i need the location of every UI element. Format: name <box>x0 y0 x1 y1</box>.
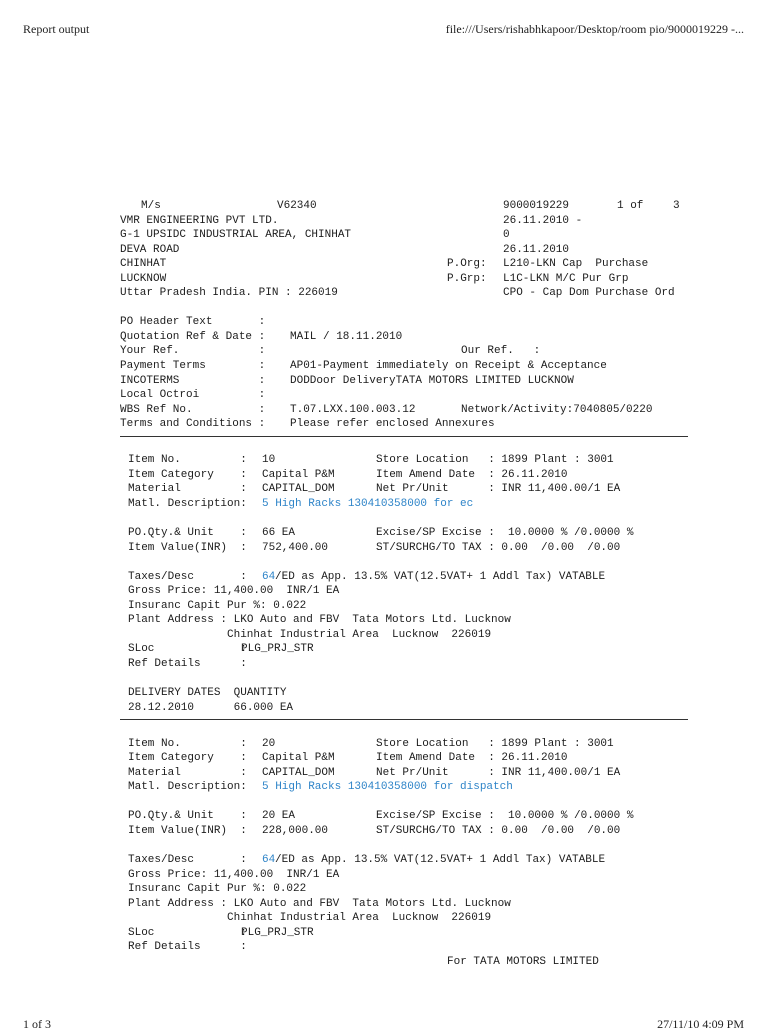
sloc: PLG_PRJ_STR <box>241 926 314 939</box>
tc-label: Terms and Conditions : <box>120 418 266 431</box>
porg-label: P.Org: <box>447 258 487 271</box>
item-amend-date: Item Amend Date : 26.11.2010 <box>376 468 568 481</box>
store-location: Store Location : 1899 Plant : 3001 <box>376 454 614 467</box>
signature-line: For TATA MOTORS LIMITED <box>447 955 599 968</box>
tax-description: /ED as App. 13.5% VAT(12.5VAT+ 1 Addl Tax) VATABLE <box>275 570 606 583</box>
our-ref-label: Our Ref. : <box>461 345 541 358</box>
purchase-order-report <box>120 199 690 969</box>
tax-code: 64 <box>262 854 276 867</box>
category-label: Item Category : <box>128 468 247 481</box>
po-date: 26.11.2010 - <box>503 214 583 227</box>
material-description: 5 High Racks 130410358000 for ec <box>262 497 474 510</box>
item-no-label: Item No. : <box>128 454 247 467</box>
store-location: Store Location : 1899 Plant : 3001 <box>376 737 614 750</box>
value-label: Item Value(INR) : <box>128 824 247 837</box>
vendor-line <box>120 199 690 214</box>
item-amend-date: Item Amend Date : 26.11.2010 <box>376 752 568 765</box>
net-price: Net Pr/Unit : INR 11,400.00/1 EA <box>376 483 621 496</box>
surcharge: ST/SURCHG/TO TAX : 0.00 /0.00 /0.00 <box>376 824 621 837</box>
gross-price: Gross Price: 11,400.00 INR/1 EA <box>128 585 340 598</box>
your-ref-label: Your Ref. : <box>120 345 266 358</box>
porg-value: L210-LKN Cap Purchase <box>503 258 649 271</box>
item-no: 20 <box>262 737 276 750</box>
octroi-label: Local Octroi : <box>120 389 266 402</box>
plant-address-1: Plant Address : LKO Auto and FBV Tata Motors Ltd. Lucknow <box>128 614 511 627</box>
divider <box>120 715 690 722</box>
zero-value: 0 <box>503 229 510 242</box>
ms-label: M/s <box>141 200 161 212</box>
wbs-value: T.07.LXX.100.003.12 <box>290 403 416 416</box>
item-category: Capital P&M <box>262 468 335 481</box>
description-label: Matl. Description: <box>128 497 247 510</box>
po-header-label: PO Header Text : <box>120 316 266 329</box>
net-price: Net Pr/Unit : INR 11,400.00/1 EA <box>376 766 621 779</box>
item-value: 228,000.00 <box>262 824 329 837</box>
incoterms-label: INCOTERMS : <box>120 374 266 387</box>
insurance: Insuranc Capit Pur %: 0.022 <box>128 599 307 612</box>
excise: Excise/SP Excise : 10.0000 % /0.0000 % <box>376 527 634 540</box>
sloc-label: SLoc : <box>128 926 247 939</box>
payment-label: Payment Terms : <box>120 360 266 373</box>
quotation-value: MAIL / 18.11.2010 <box>290 330 403 343</box>
incoterms-value: DODDoor DeliveryTATA MOTORS LIMITED LUCKNOW <box>290 374 574 387</box>
item-value: 752,400.00 <box>262 541 329 554</box>
vendor-district: LUCKNOW <box>120 272 167 285</box>
vendor-address-1: G-1 UPSIDC INDUSTRIAL AREA, CHINHAT <box>120 229 352 242</box>
browser-page-count: 1 of 3 <box>23 1017 51 1031</box>
surcharge: ST/SURCHG/TO TAX : 0.00 /0.00 /0.00 <box>376 541 621 554</box>
item-no: 10 <box>262 454 276 467</box>
pgrp-value: L1C-LKN M/C Pur Grp <box>503 272 629 285</box>
tax-description: /ED as App. 13.5% VAT(12.5VAT+ 1 Addl Tax) VATABLE <box>275 854 606 867</box>
quantity: 20 EA <box>262 810 296 823</box>
description-label: Matl. Description: <box>128 781 247 794</box>
item-no-label: Item No. : <box>128 737 247 750</box>
sloc-label: SLoc : <box>128 643 247 656</box>
pgrp-label: P.Grp: <box>447 272 487 285</box>
vendor-state-pin: Uttar Pradesh India. PIN : 226019 <box>120 287 338 300</box>
material-label: Material : <box>128 766 247 779</box>
value-label: Item Value(INR) : <box>128 541 247 554</box>
delivery-row: 28.12.2010 66.000 EA <box>128 701 294 714</box>
delivery-header: DELIVERY DATES QUANTITY <box>128 687 287 700</box>
taxes-label: Taxes/Desc : <box>128 570 247 583</box>
payment-value: AP01-Payment immediately on Receipt & Acceptance <box>290 360 607 373</box>
material-description: 5 High Racks 130410358000 for dispatch <box>262 781 513 794</box>
gross-price: Gross Price: 11,400.00 INR/1 EA <box>128 868 340 881</box>
category-label: Item Category : <box>128 752 247 765</box>
material: CAPITAL_DOM <box>262 483 335 496</box>
vendor-address-2: DEVA ROAD <box>120 243 180 256</box>
vendor-city: CHINHAT <box>120 258 167 271</box>
tax-code: 64 <box>262 570 276 583</box>
quantity: 66 EA <box>262 527 296 540</box>
material: CAPITAL_DOM <box>262 766 335 779</box>
vendor-code: V62340 <box>277 200 317 212</box>
page-total: 3 <box>673 200 680 212</box>
excise: Excise/SP Excise : 10.0000 % /0.0000 % <box>376 810 634 823</box>
qty-label: PO.Qty.& Unit : <box>128 527 247 540</box>
material-label: Material : <box>128 483 247 496</box>
quotation-label: Quotation Ref & Date : <box>120 330 266 343</box>
ref-details-label: Ref Details : <box>128 657 247 670</box>
doc-type: CPO - Cap Dom Purchase Ord <box>503 287 675 300</box>
item-category: Capital P&M <box>262 752 335 765</box>
page-label: 1 of <box>617 200 644 212</box>
qty-label: PO.Qty.& Unit : <box>128 810 247 823</box>
network-value: Network/Activity:7040805/0220 <box>461 403 653 416</box>
wbs-label: WBS Ref No. : <box>120 403 266 416</box>
insurance: Insuranc Capit Pur %: 0.022 <box>128 883 307 896</box>
po-number: 9000019229 <box>503 200 570 212</box>
ref-details-label: Ref Details : <box>128 941 247 954</box>
browser-timestamp: 27/11/10 4:09 PM <box>657 1017 744 1031</box>
plant-address-2: Chinhat Industrial Area Lucknow 226019 <box>227 628 492 641</box>
sloc: PLG_PRJ_STR <box>241 643 314 656</box>
plant-address-2: Chinhat Industrial Area Lucknow 226019 <box>227 912 492 925</box>
doc-date: 26.11.2010 <box>503 243 570 256</box>
tc-value: Please refer enclosed Annexures <box>290 418 495 431</box>
taxes-label: Taxes/Desc : <box>128 854 247 867</box>
browser-file-url: file:///Users/rishabhkapoor/Desktop/room pio/9000019229 -... <box>445 22 744 36</box>
browser-page-title: Report output <box>23 22 90 36</box>
divider <box>120 432 690 439</box>
plant-address-1: Plant Address : LKO Auto and FBV Tata Motors Ltd. Lucknow <box>128 897 511 910</box>
vendor-name: VMR ENGINEERING PVT LTD. <box>120 214 279 227</box>
